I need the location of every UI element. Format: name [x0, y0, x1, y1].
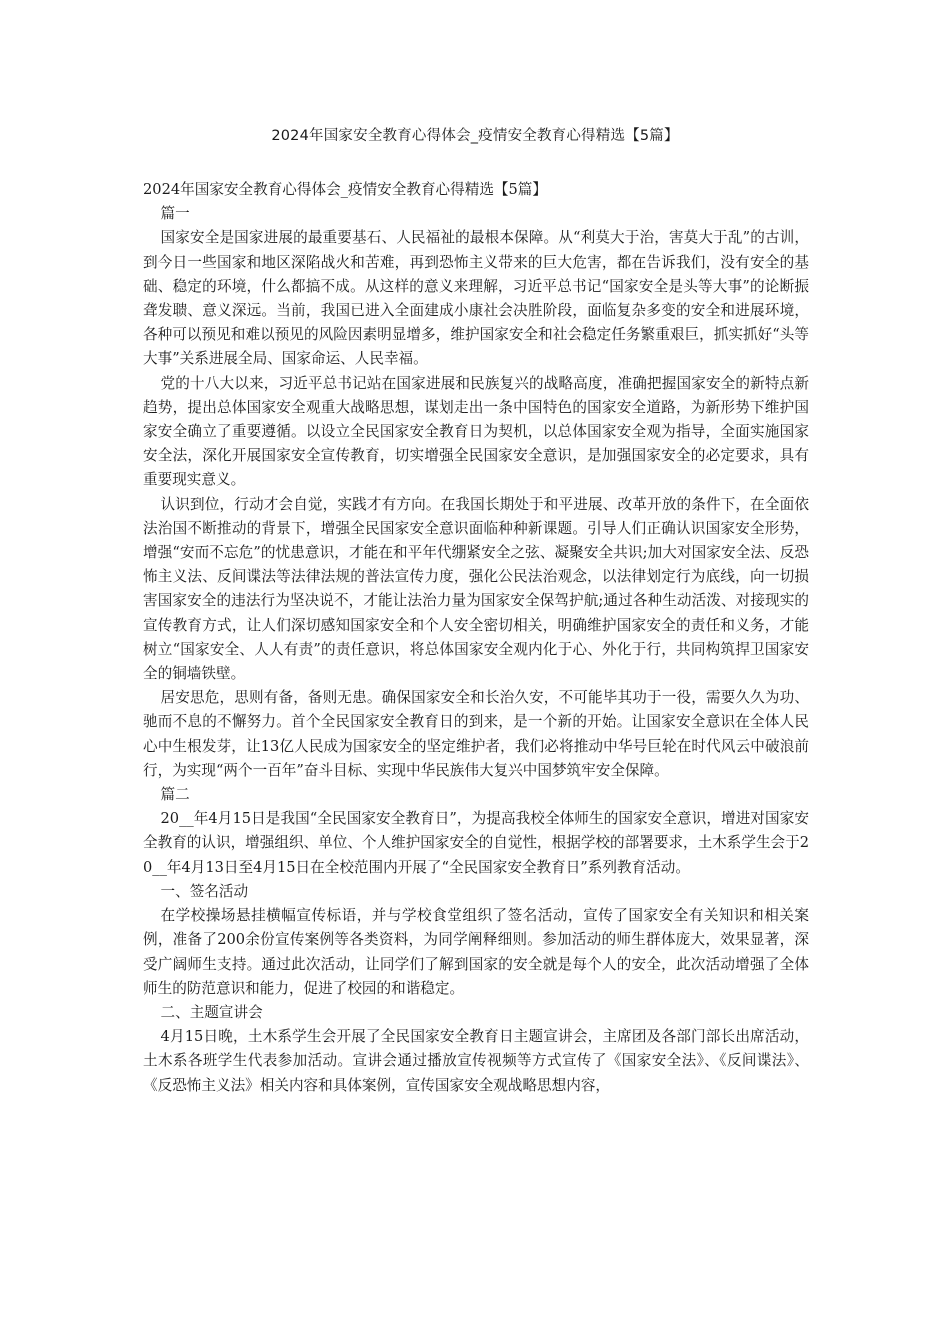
paragraph: 党的十八大以来，习近平总书记站在国家进展和民族复兴的战略高度，准确把握国家安全的新特点新趋势，提出总体国家安全观重大战略思想，谋划走出一条中国特色的国家安全道路，为新形势下维护国家安全确立了重要遵循。以设立全民国家安全教育日为契机，以总体国家安全观为指导，全面实施国家安全法，深化开展国家安全宣传教育，切实增强全民国家安全意识，是加强国家安全的必定要求，具有重要现实意义。 — [143, 374, 809, 489]
section-heading: 篇一 — [160, 205, 190, 223]
page-title: 2024年国家安全教育心得体会_疫情安全教育心得精选【5篇】 — [271, 128, 679, 144]
paragraph: 认识到位，行动才会自觉，实践才有方向。在我国长期处于和平进展、改革开放的条件下，在全面依法治国不断推动的背景下，增强全民国家安全意识面临种种新课题。引导人们正确认识国家安全形势，增强“安而不忘危”的忧患意识，才能在和平年代绷紧安全之弦、凝聚安全共识;加大对国家安全法、反恐怖主义法、反间谍法等法律法规的普法宣传力度，强化公民法治观念，以法律划定行为底线，向一切损害国家安全的违法行为坚决说不，才能让法治力量为国家安全保驾护航;通过各种生动活泼、对接现实的宣传教育方式，让人们深切感知国家安全和个人安全密切相关，明确维护国家安全的责任和义务，才能树立“国家安全、人人有责”的责任意识，将总体国家安全观内化于心、外化于行，共同构筑捍卫国家安全的铜墙铁壁。 — [143, 495, 809, 683]
paragraph: 国家安全是国家进展的最重要基石、人民福祉的最根本保障。从“利莫大于治，害莫大于乱”的古训，到今日一些国家和地区深陷战火和苦难，再到恐怖主义带来的巨大危害，都在告诉我们，没有安全的基础、稳定的环境，什么都搞不成。从这样的意义来理解，习近平总书记“国家安全是头等大事”的论断振聋发聩、意义深远。当前，我国已进入全面建成小康社会决胜阶段，面临复杂多变的安全和进展环境，各种可以预见和难以预见的风险因素明显增多，维护国家安全和社会稳定任务繁重艰巨，抓实抓好“头等大事”关系进展全局、国家命运、人民幸福。 — [143, 229, 809, 368]
section-heading: 篇二 — [160, 786, 190, 804]
document-body — [143, 178, 809, 1098]
document-subtitle: 2024年国家安全教育心得体会_疫情安全教育心得精选【5篇】 — [143, 181, 547, 198]
paragraph: 居安思危，思则有备，备则无患。确保国家安全和长治久安，不可能毕其功于一役，需要久久为功、驰而不息的不懈努力。首个全民国家安全教育日的到来，是一个新的开始。让国家安全意识在全体人民心中生根发芽，让13亿人民成为国家安全的坚定维护者，我们必将推动中华号巨轮在时代风云中破浪前行，为实现“两个一百年”奋斗目标、实现中华民族伟大复兴中国梦筑牢安全保障。 — [143, 689, 809, 779]
paragraph: 20__年4月15日是我国“全民国家安全教育日”，为提高我校全体师生的国家安全意识，增进对国家安全教育的认识，增强组织、单位、个人维护国家安全的自觉性，根据学校的部署要求，土木系学生会于20__年4月13日至4月15日在全校范围内开展了“全民国家安全教育日”系列教育活动。 — [143, 810, 810, 876]
section-heading: 二、主题宣讲会 — [160, 1003, 263, 1021]
section-heading: 一、签名活动 — [160, 882, 249, 900]
paragraph: 在学校操场悬挂横幅宣传标语，并与学校食堂组织了签名活动，宣传了国家安全有关知识和相关案例，准备了200余份宣传案例等各类资料，为同学阐释细则。参加活动的师生群体庞大，效果显著，深受广阔师生支持。通过此次活动，让同学们了解到国家的安全就是每个人的安全，此次活动增强了全体师生的防范意识和能力，促进了校园的和谐稳定。 — [143, 907, 809, 997]
paragraph: 4月15日晚，土木系学生会开展了全民国家安全教育日主题宣讲会，主席团及各部门部长出席活动，土木系各班学生代表参加活动。宣讲会通过播放宣传视频等方式宣传了《国家安全法》、《反间谍法》、《反恐怖主义法》相关内容和具体案例，宣传国家安全观战略思想内容， — [143, 1028, 809, 1094]
